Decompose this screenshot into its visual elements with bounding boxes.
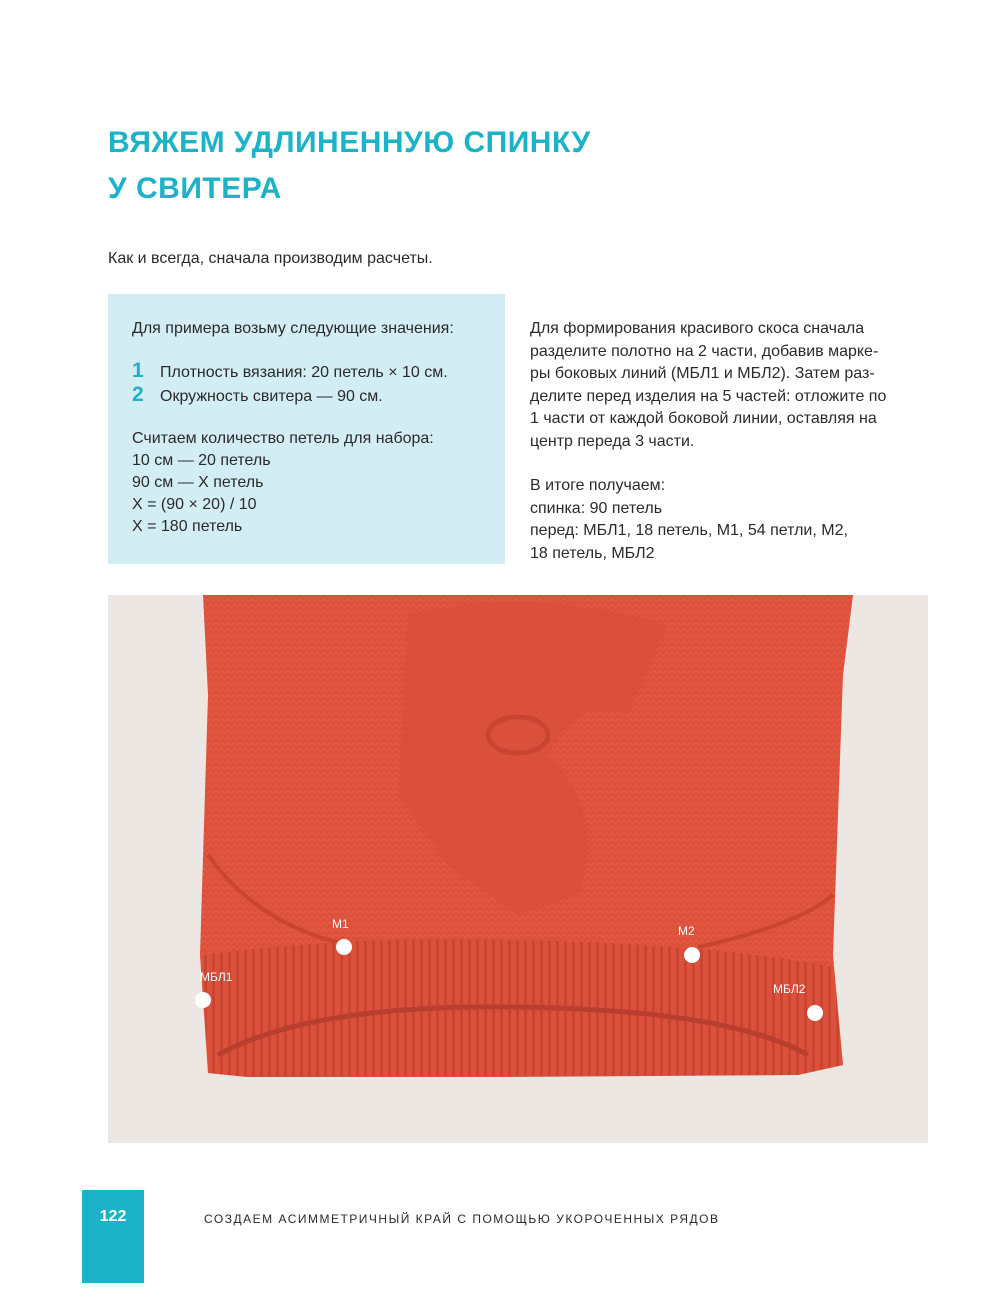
text-line: перед: МБЛ1, 18 петель, М1, 54 петли, М2, bbox=[530, 522, 848, 539]
instructions-column bbox=[530, 318, 930, 565]
step-text: Плотность вязания: 20 петель × 10 см. bbox=[160, 364, 448, 381]
title-line-1: ВЯЖЕМ УДЛИНЕННУЮ СПИНКУ bbox=[108, 126, 591, 159]
sweater-illustration bbox=[108, 595, 928, 1143]
intro-text: Как и всегда, сначала производим расчеты. bbox=[108, 250, 433, 267]
calc-title: Считаем количество петель для набора: bbox=[132, 430, 434, 447]
text-line: центр переда 3 части. bbox=[530, 432, 695, 450]
text-line: разделите полотно на 2 части, добавив марке- bbox=[530, 342, 879, 360]
instructions-paragraph bbox=[530, 318, 930, 453]
step-item bbox=[132, 360, 505, 384]
title-line-2: У СВИТЕРА bbox=[108, 172, 282, 205]
marker-label: М1 bbox=[332, 917, 349, 931]
calc-line: 90 см — X петель bbox=[132, 474, 264, 491]
text-line: 1 части от каждой боковой линии, оставляя на bbox=[530, 410, 877, 427]
text-line: делите перед изделия на 5 частей: отложите по bbox=[530, 387, 887, 405]
example-box bbox=[108, 294, 505, 564]
marker-label: МБЛ2 bbox=[773, 982, 806, 996]
page-title bbox=[108, 120, 808, 212]
text-line: ры боковых линий (МБЛ1 и МБЛ2). Затем раз- bbox=[530, 365, 875, 382]
step-item bbox=[132, 384, 505, 408]
calc-line: X = (90 × 20) / 10 bbox=[132, 496, 257, 513]
text-line: Для формирования красивого скоса сначала bbox=[530, 320, 865, 337]
text-line: спинка: 90 петель bbox=[530, 499, 663, 517]
page-number: 122 bbox=[99, 1208, 127, 1225]
calc-line: X = 180 петель bbox=[132, 518, 243, 535]
text-line: 18 петель, МБЛ2 bbox=[530, 544, 655, 562]
text-line: В итоге получаем: bbox=[530, 477, 666, 494]
calc-line: 10 см — 20 петель bbox=[132, 452, 271, 469]
step-number: 1 bbox=[132, 359, 144, 382]
sweater-photo bbox=[108, 595, 928, 1143]
steps-list bbox=[132, 360, 505, 408]
marker-label: М2 bbox=[678, 924, 695, 938]
step-number: 2 bbox=[132, 383, 144, 406]
page-number-tab bbox=[82, 1190, 144, 1283]
result-paragraph bbox=[530, 475, 930, 565]
marker-label: МБЛ1 bbox=[200, 970, 233, 984]
chapter-title: СОЗДАЕМ АСИММЕТРИЧНЫЙ КРАЙ С ПОМОЩЬЮ УКОРОЧЕННЫХ РЯДОВ bbox=[204, 1212, 720, 1226]
example-title: Для примера возьму следующие значения: bbox=[132, 320, 454, 337]
step-text: Окружность свитера — 90 см. bbox=[160, 388, 383, 405]
